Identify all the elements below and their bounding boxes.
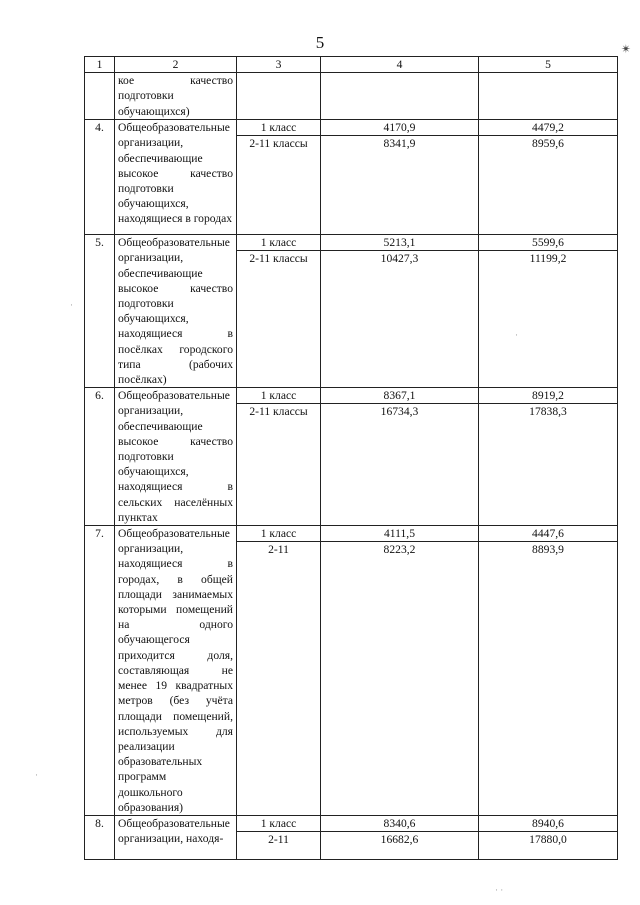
value-first: 5213,1 [321,235,478,251]
class-first: 1 класс [237,816,320,832]
value-first: 8367,1 [321,388,478,404]
value-cell [479,235,618,388]
value-first: 4170,9 [321,120,478,136]
row-number: 7. [85,526,115,816]
value-first: 8940,6 [479,816,617,832]
row-name: Общеобразовательные организации, находя- [115,815,237,859]
class-rest: 2-11 классы [249,252,308,266]
table-row [85,235,618,388]
value-rest: 17880,0 [529,833,567,847]
row-number: 4. [85,120,115,235]
value-rest: 8341,9 [383,137,416,151]
header-cell: 1 [85,57,115,73]
scan-speck: · [35,770,38,780]
corner-mark-icon: ✴ [621,42,632,56]
value-first: 5599,6 [479,235,617,251]
table-row [85,388,618,526]
header-cell: 3 [237,57,321,73]
value-rest: 8959,6 [532,137,564,151]
row-number: 8. [85,815,115,859]
value-rest: 16734,3 [380,405,419,419]
row-name: Общеобразовательные организации, находящиеся в городах, в общей площади занимаемых которыми помещений на одного обучающегося приходится доля, составляющая не менее 19 квадратных метров (без учёта площади помещений, используемых для реализации образовательных программ дошкольного образования) [115,526,237,816]
class-first: 1 класс [237,235,320,251]
header-cell: 2 [115,57,237,73]
row-name: Общеобразовательные организации, обеспечивающие высокое качество подготовки обучающихся, находящиеся в сельских населённых пунктах [115,388,237,526]
row-number: 5. [85,235,115,388]
value-rest: 8223,2 [383,543,416,557]
value-first: 4479,2 [479,120,617,136]
page-number: 5 [315,33,325,52]
class-rest: 2-11 [268,543,289,557]
class-rest: 2-11 классы [249,405,308,419]
table-row [85,526,618,816]
table-row [85,73,618,120]
value-rest: 16682,6 [380,833,419,847]
value-rest: 11199,2 [529,252,567,266]
row-number [85,73,115,120]
value-cell [321,815,479,859]
row-name: кое качество подготовки обучающихся) [115,73,237,120]
value-first: 4111,5 [321,526,478,542]
class-first: 1 класс [237,388,320,404]
table-row [85,815,618,859]
header-cell: 4 [321,57,479,73]
class-cell [237,815,321,859]
class-rest: 2-11 классы [249,137,308,151]
class-first: 1 класс [237,120,320,136]
class-cell [237,235,321,388]
class-cell [237,526,321,816]
scan-speck: · [70,300,73,310]
value-cell [321,235,479,388]
class-first: 1 класс [237,526,320,542]
value-cell [479,815,618,859]
data-table [84,56,618,860]
row-number: 6. [85,388,115,526]
class-rest: 2-11 [268,833,289,847]
value-cell [321,388,479,526]
class-cell [237,388,321,526]
value-cell [479,388,618,526]
scan-speck: · · [495,885,504,895]
header-row [85,57,618,73]
value-cell [479,526,618,816]
class-cell [237,120,321,235]
value-first: 8919,2 [479,388,617,404]
scan-speck: · [515,330,518,340]
value-first: 4447,6 [479,526,617,542]
value-rest: 10427,3 [380,252,419,266]
value-rest: 17838,3 [529,405,567,419]
value-first: 8340,6 [321,816,478,832]
row-name: Общеобразовательные организации, обеспечивающие высокое качество подготовки обучающихся, находящиеся в посёлках городского типа (рабочих посёлках) [115,235,237,388]
value-cell [479,120,618,235]
header-cell: 5 [479,57,618,73]
value-cell [321,526,479,816]
value-rest: 8893,9 [532,543,564,557]
row-name: Общеобразовательные организации, обеспечивающие высокое качество подготовки обучающихся, находящиеся в городах [115,120,237,235]
table-row [85,120,618,235]
value-cell [321,120,479,235]
